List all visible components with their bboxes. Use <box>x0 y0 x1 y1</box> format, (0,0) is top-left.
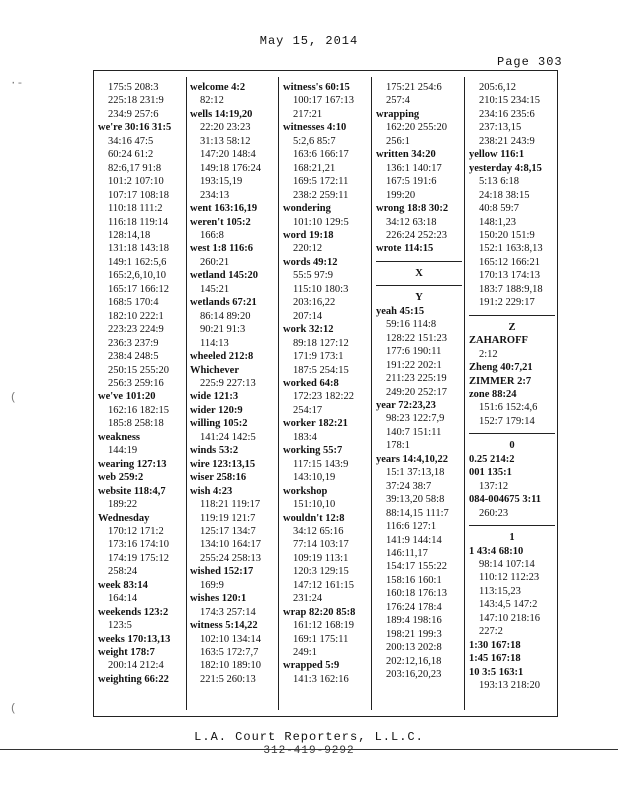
page-refs: 77:14 103:17 <box>293 539 349 551</box>
index-entry: we've 101:20 <box>98 391 156 403</box>
page-refs: 98:23 122:7,9 <box>386 413 445 425</box>
page-refs: 256:3 259:16 <box>108 377 164 389</box>
margin-mark: ( <box>10 392 17 404</box>
page-refs: 149:1 162:5,6 <box>108 256 167 268</box>
page-refs: 202:12,16,18 <box>386 655 442 667</box>
page-refs: 176:24 178:4 <box>386 601 442 613</box>
column-divider <box>464 77 465 710</box>
page-refs: 227:2 <box>479 626 503 638</box>
page-refs: 82:6,17 91:8 <box>108 162 162 174</box>
index-entry: wished 152:17 <box>190 566 254 578</box>
page-refs: 236:3 237:9 <box>108 337 159 349</box>
index-entry: words 49:12 <box>283 256 338 268</box>
index-entry: weight 178:7 <box>98 647 155 659</box>
page-refs: 34:12 63:18 <box>386 216 437 228</box>
page-refs: 34:16 47:5 <box>108 135 154 147</box>
page-refs: 249:1 <box>293 647 317 659</box>
page-refs: 256:1 <box>386 135 410 147</box>
section-letter: 1 <box>509 532 515 544</box>
page-refs: 141:9 144:14 <box>386 534 442 546</box>
page-refs: 217:21 <box>293 108 323 120</box>
index-entry: wetlands 67:21 <box>190 297 257 309</box>
page-refs: 211:23 225:19 <box>386 373 447 385</box>
page-refs: 109:19 113:1 <box>293 552 349 564</box>
page-refs: 207:14 <box>293 310 323 322</box>
page-refs: 115:10 180:3 <box>293 283 349 295</box>
page-refs: 136:1 140:17 <box>386 162 442 174</box>
index-entry: wish 4:23 <box>190 485 233 497</box>
page-refs: 203:16,22 <box>293 297 336 309</box>
page-refs: 238:2 259:11 <box>293 189 349 201</box>
index-entry: wetland 145:20 <box>190 270 258 282</box>
page-refs: 110:12 112:23 <box>479 572 540 584</box>
section-rule <box>469 525 555 526</box>
index-entry: wider 120:9 <box>190 404 243 416</box>
index-column-2 <box>190 81 276 686</box>
index-entry: wire 123:13,15 <box>190 458 256 470</box>
page-refs: 225:9 227:13 <box>200 377 256 389</box>
section-rule <box>376 285 462 286</box>
page-refs: 166:8 <box>200 229 224 241</box>
page-refs: 37:24 38:7 <box>386 480 432 492</box>
page-refs: 238:4 248:5 <box>108 351 159 363</box>
index-entry: weeks 170:13,13 <box>98 633 171 645</box>
page-refs: 170:12 171:2 <box>108 525 164 537</box>
index-entry: welcome 4:2 <box>190 82 246 93</box>
index-entry: years 14:4,10,22 <box>376 453 449 465</box>
index-entry: zone 88:24 <box>469 388 517 400</box>
page-refs: 100:17 167:13 <box>293 95 354 107</box>
page-refs: 40:8 59:7 <box>479 203 519 215</box>
page-refs: 119:19 121:7 <box>200 512 256 524</box>
index-entry: wrote 114:15 <box>376 243 434 255</box>
page-refs: 89:18 127:12 <box>293 337 349 349</box>
page-refs: 128:22 151:23 <box>386 332 447 344</box>
page-refs: 34:12 65:16 <box>293 525 344 537</box>
index-entry: yesterday 4:8,15 <box>469 162 542 174</box>
page-refs: 183:7 188:9,18 <box>479 283 543 295</box>
index-entry: weakness <box>98 431 141 443</box>
page-refs: 146:11,17 <box>386 547 428 559</box>
index-entry: 0.25 214:2 <box>469 453 515 465</box>
page-refs: 174:19 175:12 <box>108 552 169 564</box>
page-refs: 161:12 168:19 <box>293 620 354 632</box>
page-refs: 165:2,6,10,10 <box>108 270 167 282</box>
index-entry: ZAHAROFF <box>469 335 528 347</box>
page-refs: 172:23 182:22 <box>293 391 354 403</box>
page-refs: 39:13,20 58:8 <box>386 494 445 506</box>
index-entry: wrong 18:8 30:2 <box>376 203 449 215</box>
page-refs: 150:20 151:9 <box>479 229 535 241</box>
margin-mark: ·- <box>10 78 24 90</box>
index-entry: we're 30:16 31:5 <box>98 122 172 134</box>
page-refs: 82:12 <box>200 95 224 107</box>
index-entry: wondering <box>283 203 331 215</box>
page-refs: 174:3 257:14 <box>200 606 256 618</box>
page-refs: 198:21 199:3 <box>386 628 442 640</box>
section-letter: 0 <box>509 440 515 452</box>
page-refs: 182:10 189:10 <box>200 660 261 672</box>
index-entry: winds 53:2 <box>190 445 239 457</box>
page-refs: 169:9 <box>200 579 224 591</box>
index-entry: weekends 123:2 <box>98 606 169 618</box>
page-refs: 249:20 252:17 <box>386 386 447 398</box>
footer-company: L.A. Court Reporters, L.L.C. <box>194 730 424 744</box>
page-refs: 98:14 107:14 <box>479 558 535 570</box>
page-refs: 223:23 224:9 <box>108 324 164 336</box>
page-refs: 175:21 254:6 <box>386 82 442 93</box>
page-refs: 250:15 255:20 <box>108 364 169 376</box>
page-refs: 189:22 <box>108 499 138 511</box>
index-entry: written 34:20 <box>376 149 436 161</box>
page-refs: 15:1 37:13,18 <box>386 467 445 479</box>
page-refs: 160:18 176:13 <box>386 588 447 600</box>
index-entry: 1:45 167:18 <box>469 653 521 665</box>
page-refs: 203:16,20,23 <box>386 669 442 681</box>
index-entry: wide 121:3 <box>190 391 239 403</box>
page-number: Page 303 <box>497 55 563 69</box>
section-rule <box>469 315 555 316</box>
page-refs: 254:17 <box>293 404 323 416</box>
page-refs: 200:13 202:8 <box>386 642 442 654</box>
index-entry: working 55:7 <box>283 445 343 457</box>
index-entry: wishes 120:1 <box>190 593 247 605</box>
section-letter: Z <box>508 321 516 333</box>
page-refs: 22:20 23:23 <box>200 122 251 134</box>
page-refs: 2:12 <box>479 348 498 360</box>
page-refs: 147:12 161:15 <box>293 579 354 591</box>
page-refs: 163:6 166:17 <box>293 149 349 161</box>
index-entry: witness 5:14,22 <box>190 620 258 632</box>
page-refs: 116:6 127:1 <box>386 521 437 533</box>
page-refs: 165:17 166:12 <box>108 283 169 295</box>
index-entry: Whichever <box>190 364 239 376</box>
page-refs: 238:21 243:9 <box>479 135 535 147</box>
index-column-5 <box>469 81 555 692</box>
page-refs: 183:4 <box>293 431 317 443</box>
index-frame <box>93 70 558 717</box>
page-refs: 134:10 164:17 <box>200 539 261 551</box>
index-column-1 <box>98 81 184 686</box>
page-refs: 147:20 148:4 <box>200 149 256 161</box>
index-entry: wearing 127:13 <box>98 458 167 470</box>
page-refs: 143:4,5 147:2 <box>479 599 538 611</box>
page-refs: 131:18 143:18 <box>108 243 169 255</box>
page-refs: 114:13 <box>200 337 229 349</box>
column-divider <box>186 77 187 710</box>
page-refs: 185:8 258:18 <box>108 418 164 430</box>
index-entry: wouldn't 12:8 <box>283 512 345 524</box>
index-entry: worked 64:8 <box>283 377 339 389</box>
page-refs: 116:18 119:14 <box>108 216 169 228</box>
page-refs: 182:10 222:1 <box>108 310 164 322</box>
page-refs: 59:16 114:8 <box>386 319 437 331</box>
page-refs: 113:15,23 <box>479 585 521 597</box>
column-divider <box>278 77 279 710</box>
index-entry: weighting 66:22 <box>98 673 169 685</box>
page-refs: 151:10,10 <box>293 499 336 511</box>
index-entry: wrapped 5:9 <box>283 660 340 672</box>
page-refs: 158:16 160:1 <box>386 574 442 586</box>
page-refs: 151:6 152:4,6 <box>479 402 538 414</box>
page-refs: 162:20 255:20 <box>386 122 447 134</box>
page-refs: 24:18 38:15 <box>479 189 530 201</box>
page-refs: 149:18 176:24 <box>200 162 261 174</box>
page-refs: 102:10 134:14 <box>200 633 261 645</box>
index-entry: witnesses 4:10 <box>283 122 347 134</box>
index-entry: workshop <box>283 485 328 497</box>
index-column-3 <box>283 81 369 686</box>
index-entry: 1 43:4 68:10 <box>469 545 524 557</box>
index-entry: west 1:8 116:6 <box>190 243 253 255</box>
page-refs: 178:1 <box>386 440 410 452</box>
page-refs: 86:14 89:20 <box>200 310 251 322</box>
page-refs: 101:2 107:10 <box>108 176 164 188</box>
index-entry: year 72:23,23 <box>376 399 436 411</box>
page-refs: 148:1,23 <box>479 216 517 228</box>
page-refs: 234:16 235:6 <box>479 108 535 120</box>
page-refs: 107:17 108:18 <box>108 189 169 201</box>
page-refs: 110:18 111:2 <box>108 203 163 215</box>
page-refs: 141:24 142:5 <box>200 431 256 443</box>
page-refs: 200:14 212:4 <box>108 660 164 672</box>
page-refs: 141:3 162:16 <box>293 673 349 685</box>
page-refs: 220:12 <box>293 243 323 255</box>
page-refs: 101:10 129:5 <box>293 216 349 228</box>
page-refs: 168:21,21 <box>293 162 336 174</box>
page-refs: 90:21 91:3 <box>200 324 246 336</box>
page-refs: 165:12 166:21 <box>479 256 540 268</box>
page-refs: 226:24 252:23 <box>386 229 447 241</box>
page-refs: 169:5 172:11 <box>293 176 349 188</box>
page-refs: 205:6,12 <box>479 82 517 93</box>
page-refs: 162:16 182:15 <box>108 404 169 416</box>
page-refs: 128:14,18 <box>108 229 151 241</box>
page-refs: 88:14,15 111:7 <box>386 507 449 519</box>
page-refs: 154:17 155:22 <box>386 561 447 573</box>
page-refs: 170:13 174:13 <box>479 270 540 282</box>
footer-phone: 312-419-9292 <box>263 745 355 757</box>
index-entry: wheeled 212:8 <box>190 351 254 363</box>
index-entry: wrapping <box>376 108 420 120</box>
page-refs: 144:19 <box>108 445 138 457</box>
index-entry: witness's 60:15 <box>283 82 350 93</box>
page-refs: 145:21 <box>200 283 230 295</box>
page-refs: 177:6 190:11 <box>386 346 442 358</box>
page-refs: 221:5 260:13 <box>200 673 256 685</box>
page-refs: 189:4 198:16 <box>386 615 442 627</box>
page-refs: 237:13,15 <box>479 122 522 134</box>
page-refs: 60:24 61:2 <box>108 149 154 161</box>
page-refs: 118:21 119:17 <box>200 499 261 511</box>
page-refs: 163:5 172:7,7 <box>200 647 259 659</box>
page-refs: 260:23 <box>479 507 509 519</box>
page-refs: 260:21 <box>200 256 230 268</box>
column-divider <box>371 77 372 710</box>
index-entry: Wednesday <box>98 512 150 524</box>
page-refs: 31:13 58:12 <box>200 135 251 147</box>
page-refs: 255:24 258:13 <box>200 552 261 564</box>
page-refs: 5:13 6:18 <box>479 176 519 188</box>
page-refs: 175:5 208:3 <box>108 82 159 93</box>
index-entry: wiser 258:16 <box>190 472 247 484</box>
section-letter: Y <box>415 292 423 304</box>
section-rule <box>469 433 555 434</box>
index-entry: work 32:12 <box>283 324 334 336</box>
index-entry: 10 3:5 163:1 <box>469 666 524 678</box>
page-refs: 210:15 234:15 <box>479 95 540 107</box>
index-entry: wells 14:19,20 <box>190 108 253 120</box>
index-column-4 <box>376 81 462 681</box>
page-refs: 199:20 <box>386 189 416 201</box>
page-refs: 169:1 175:11 <box>293 633 349 645</box>
page-refs: 193:15,19 <box>200 176 243 188</box>
index-entry: ZIMMER 2:7 <box>469 375 532 387</box>
page-refs: 171:9 173:1 <box>293 351 344 363</box>
page-refs: 173:16 174:10 <box>108 539 169 551</box>
page-refs: 257:4 <box>386 95 410 107</box>
page-refs: 258:24 <box>108 566 138 578</box>
page-refs: 140:7 151:11 <box>386 426 442 438</box>
page-refs: 164:14 <box>108 593 138 605</box>
page-refs: 117:15 143:9 <box>293 458 349 470</box>
page-refs: 120:3 129:15 <box>293 566 349 578</box>
page-refs: 137:12 <box>479 480 509 492</box>
index-entry: web 259:2 <box>98 472 144 484</box>
page-refs: 234:9 257:6 <box>108 108 159 120</box>
page-refs: 5:2,6 85:7 <box>293 135 336 147</box>
page-refs: 234:13 <box>200 189 230 201</box>
index-entry: weren't 105:2 <box>190 216 251 228</box>
page-refs: 231:24 <box>293 593 323 605</box>
page-refs: 168:5 170:4 <box>108 297 159 309</box>
page-refs: 123:5 <box>108 620 132 632</box>
page-refs: 147:10 218:16 <box>479 612 540 624</box>
index-entry: went 163:16,19 <box>190 203 258 215</box>
page-refs: 225:18 231:9 <box>108 95 164 107</box>
index-entry: wrap 82:20 85:8 <box>283 606 356 618</box>
page-refs: 193:13 218:20 <box>479 680 540 692</box>
page-refs: 55:5 97:9 <box>293 270 333 282</box>
page-refs: 191:2 229:17 <box>479 297 535 309</box>
index-entry: website 118:4,7 <box>98 485 166 497</box>
index-entry: word 19:18 <box>283 229 334 241</box>
index-entry: week 83:14 <box>98 579 148 591</box>
page-refs: 125:17 134:7 <box>200 525 256 537</box>
page-refs: 152:1 163:8,13 <box>479 243 543 255</box>
header-date: May 15, 2014 <box>259 34 359 48</box>
margin-mark: ( <box>10 703 17 715</box>
index-entry: 084-004675 3:11 <box>469 494 542 506</box>
index-entry: worker 182:21 <box>283 418 348 430</box>
page-refs: 191:22 202:1 <box>386 359 442 371</box>
index-entry: Zheng 40:7,21 <box>469 362 533 374</box>
index-entry: yellow 116:1 <box>469 149 525 161</box>
index-entry: willing 105:2 <box>190 418 248 430</box>
page-refs: 187:5 254:15 <box>293 364 349 376</box>
section-rule <box>376 261 462 262</box>
index-entry: 1:30 167:18 <box>469 639 521 651</box>
page-refs: 143:10,19 <box>293 472 336 484</box>
index-entry: 001 135:1 <box>469 467 512 479</box>
index-entry: yeah 45:15 <box>376 305 425 317</box>
section-letter: X <box>415 267 423 279</box>
page-refs: 167:5 191:6 <box>386 176 437 188</box>
page-refs: 152:7 179:14 <box>479 415 535 427</box>
